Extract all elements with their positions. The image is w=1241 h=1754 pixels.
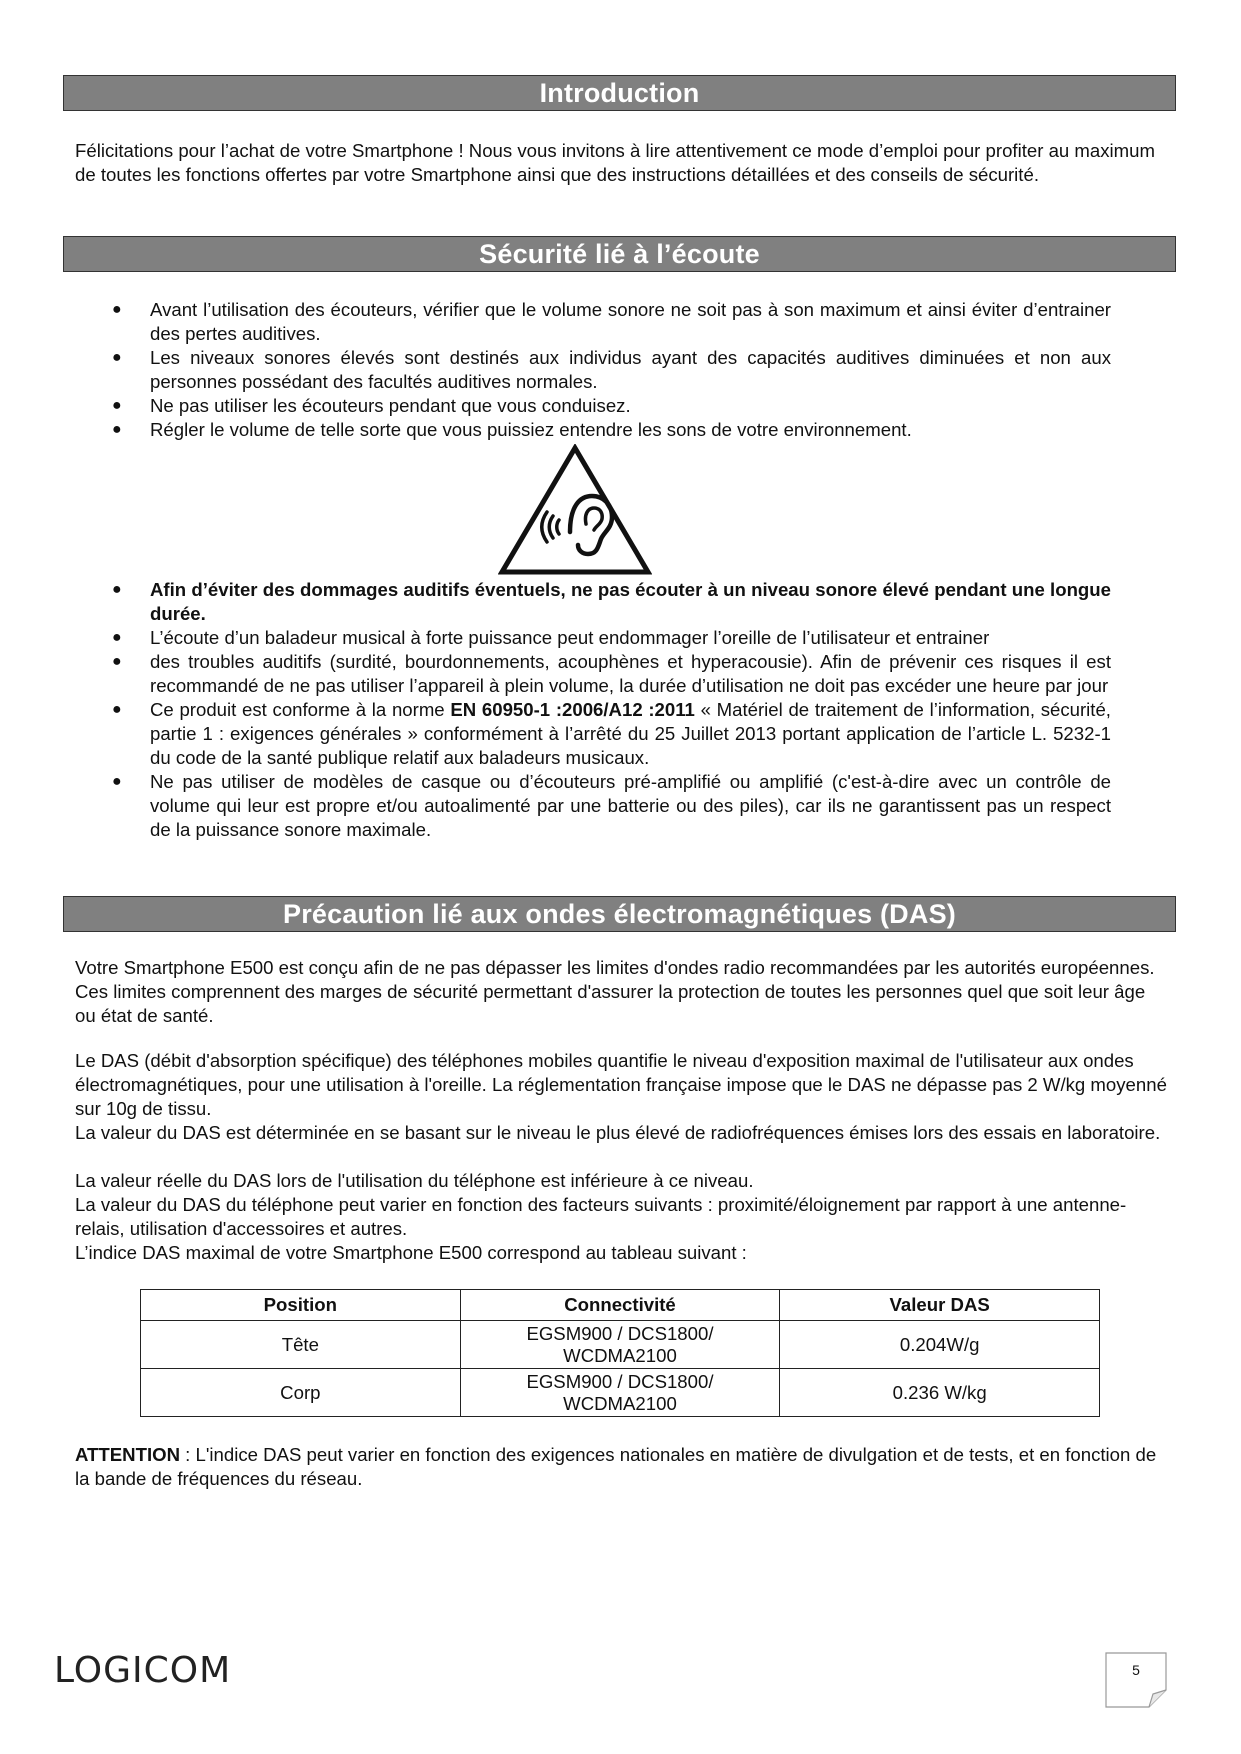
list-item: ● des troubles auditifs (surdité, bourdonnements, acouphènes et hyperacousie). Afin de prévenir ces risques il est recommandé de ne pas utiliser l’appareil à plein volume, la durée d’utilisation ne doit pas excéder une heure par jour [112, 651, 1111, 696]
logicom-logo [54, 1648, 240, 1688]
table-row [141, 1321, 1100, 1369]
cell-position: Tête [141, 1321, 461, 1369]
list-item: ● Les niveaux sonores élevés sont destinés aux individus ayant des capacités auditives diminuées et non aux personnes possédant des facultés auditives normales. [112, 347, 1111, 392]
list-item: ● Afin d’éviter des dommages auditifs éventuels, ne pas écouter à un niveau sonore élevé pendant une longue durée. [112, 579, 1111, 624]
das-paragraph-3: La valeur du DAS est déterminée en se basant sur le niveau le plus élevé de radiofréquences émises lors des essais en laboratoire. [75, 1122, 1161, 1143]
das-paragraph-5: La valeur du DAS du téléphone peut varier en fonction des facteurs suivants : proximité/éloignement par rapport à une antenne-relais, utilisation d'accessoires et autres. [75, 1194, 1127, 1239]
list-item: ● Régler le volume de telle sorte que vous puissiez entendre les sons de votre environnement. [112, 419, 912, 440]
bullet-icon: ● [112, 653, 122, 670]
list-item: ● Ne pas utiliser de modèles de casque ou d’écouteurs pré-amplifié ou amplifié (c'est-à-dire avec un contrôle de volume qui leur est propre et/ou autoalimenté par une batterie ou des piles), car ils ne garantissent pas un respect de la puissance sonore maximale. [112, 771, 1111, 840]
section-header-introduction: Introduction [63, 75, 1176, 111]
cell-connectivite: EGSM900 / DCS1800/ WCDMA2100 [460, 1321, 780, 1369]
das-paragraph-1: Votre Smartphone E500 est conçu afin de ne pas dépasser les limites d'ondes radio recommandées par les autorités européennes. Ces limites comprennent des marges de sécurité permettant d'assurer la protection de toutes les personnes quel que soit leur âge ou état de santé. [75, 957, 1155, 1026]
column-header-position: Position [141, 1290, 461, 1321]
hearing-warning-icon [498, 444, 652, 576]
bullet-icon: ● [112, 581, 122, 598]
attention-note: ATTENTION : L'indice DAS peut varier en fonction des exigences nationales en matière de divulgation et de tests, et en fonction de la bande de fréquences du réseau. [75, 1444, 1157, 1489]
bullet-icon: ● [112, 301, 122, 318]
page-number: 5 [1132, 1662, 1140, 1678]
svg-text:LOGICOM: LOGICOM [54, 1650, 232, 1688]
das-table [140, 1289, 1100, 1417]
bullet-icon: ● [112, 701, 122, 718]
bullet-icon: ● [112, 773, 122, 790]
cell-connectivite: EGSM900 / DCS1800/ WCDMA2100 [460, 1369, 780, 1417]
bullet-icon: ● [112, 349, 122, 366]
page-curl-icon [1105, 1652, 1167, 1708]
das-paragraph-2: Le DAS (débit d'absorption spécifique) des téléphones mobiles quantifie le niveau d'exposition maximal de l'utilisateur aux ondes électromagnétiques, pour une utilisation à l'oreille. La réglementation française impose que le DAS ne dépasse pas 2 W/kg moyenné sur 10g de tissu. [75, 1050, 1167, 1119]
list-item: ● L’écoute d’un baladeur musical à forte puissance peut endommager l’oreille de l’utilisateur et entrainer [112, 627, 990, 648]
table-header-row [141, 1290, 1100, 1321]
section-header-securite: Sécurité lié à l’écoute [63, 236, 1176, 272]
securite-list-bottom [108, 578, 1111, 842]
bullet-icon: ● [112, 397, 122, 414]
intro-paragraph: Félicitations pour l’achat de votre Smartphone ! Nous vous invitons à lire attentivement ce mode d’emploi pour profiter au maximum de toutes les fonctions offertes par votre Smartphone ainsi que des instructions détaillées et des conseils de sécurité. [75, 140, 1155, 185]
list-item: ● Ce produit est conforme à la norme EN 60950-1 :2006/A12 :2011 « Matériel de traitement de l’information, sécurité, partie 1 : exigences générales » conformément à l’arrêté du 25 Juillet 2013 portant application de l’article L. 5232-1 du code de la santé publique relatif aux baladeurs musicaux. [112, 699, 1111, 768]
cell-position: Corp [141, 1369, 461, 1417]
norm-reference: EN 60950-1 :2006/A12 :2011 [450, 699, 695, 720]
column-header-valeur-das: Valeur DAS [780, 1290, 1100, 1321]
column-header-connectivite: Connectivité [460, 1290, 780, 1321]
securite-list-top [108, 298, 1111, 442]
cell-valeur: 0.204W/g [780, 1321, 1100, 1369]
table-row [141, 1369, 1100, 1417]
das-paragraph-6: L’indice DAS maximal de votre Smartphone E500 correspond au tableau suivant : [75, 1242, 747, 1263]
page-number-badge [1105, 1652, 1167, 1708]
bullet-icon: ● [112, 421, 122, 438]
bullet-icon: ● [112, 629, 122, 646]
attention-label: ATTENTION [75, 1444, 181, 1465]
list-item: ● Avant l’utilisation des écouteurs, vérifier que le volume sonore ne soit pas à son maximum et ainsi éviter d’entrainer des pertes auditives. [112, 299, 1111, 344]
list-item: ● Ne pas utiliser les écouteurs pendant que vous conduisez. [112, 395, 631, 416]
section-header-das: Précaution lié aux ondes électromagnétiques (DAS) [63, 896, 1176, 932]
das-paragraph-4: La valeur réelle du DAS lors de l'utilisation du téléphone est inférieure à ce niveau. [75, 1170, 754, 1191]
cell-valeur: 0.236 W/kg [780, 1369, 1100, 1417]
